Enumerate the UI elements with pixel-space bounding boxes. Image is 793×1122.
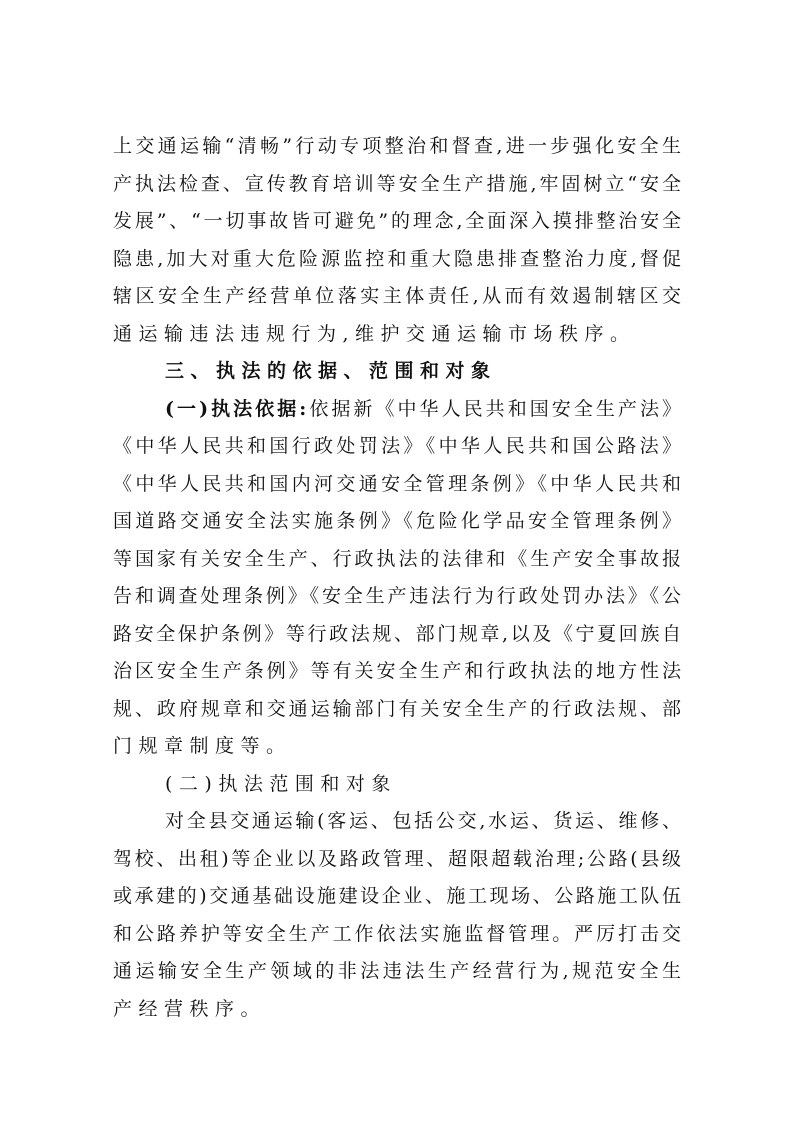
- text-line: [113, 391, 681, 429]
- text-line: 隐患,加大对重大危险源监控和重大隐患排查整治力度,督促: [113, 247, 681, 270]
- subsection-label: (一)执法依据:: [165, 397, 307, 420]
- text-line: 对全县交通运输(客运、包括公交,水运、货运、维修、: [165, 810, 681, 832]
- subsection-basis: [113, 391, 681, 766]
- text-line: 发展”、“一切事故皆可避免”的理念,全面深入摸排整治安全: [113, 210, 681, 232]
- text-span: 依据新《中华人民共和国安全生产法》: [306, 397, 681, 420]
- text-line: 产经营秩序。: [113, 997, 267, 1020]
- text-line: 或承建的)交通基础设施建设企业、施工现场、公路施工队伍: [113, 885, 681, 907]
- text-line: 辖区安全生产经营单位落实主体责任,从而有效遏制辖区交: [113, 285, 681, 307]
- text-line: 驾校、出租)等企业以及路政管理、超限超载治理;公路(县级: [113, 847, 681, 870]
- document-page: [113, 128, 681, 1028]
- subsection-scope: [113, 766, 681, 1029]
- text-line: 路安全保护条例》等行政法规、部门规章,以及《宁夏回族自: [113, 622, 681, 645]
- text-line: 《中华人民共和国行政处罚法》《中华人民共和国公路法》: [113, 435, 681, 457]
- text-line: 国道路交通安全法实施条例》《危险化学品安全管理条例》: [113, 510, 681, 532]
- subsection-heading: (二)执法范围和对象: [165, 772, 397, 795]
- text-line: 告和调查处理条例》《安全生产违法行为行政处罚办法》《公: [113, 585, 681, 607]
- text-line: 上交通运输“清畅”行动专项整治和督查,进一步强化安全生: [113, 135, 681, 157]
- text-line: 通运输安全生产领域的非法违法生产经营行为,规范安全生: [113, 960, 681, 982]
- text-line: 产执法检查、宣传教育培训等安全生产措施,牢固树立“安全: [113, 172, 681, 195]
- text-line: 和公路养护等安全生产工作依法实施监督管理。严厉打击交: [113, 922, 681, 945]
- text-line: 《中华人民共和国内河交通安全管理条例》《中华人民共和: [113, 472, 681, 495]
- text-line: 通运输违法违规行为,维护交通运输市场秩序。: [113, 322, 636, 345]
- paragraph-continuation: [113, 128, 681, 353]
- text-line: 治区安全生产条例》等有关安全生产和行政执法的地方性法: [113, 660, 681, 682]
- section-heading: 三、执法的依据、范围和对象: [165, 360, 497, 382]
- text-line: 等国家有关安全生产、行政执法的法律和《生产安全事故报: [113, 547, 681, 570]
- text-line: 规、政府规章和交通运输部门有关安全生产的行政法规、部: [113, 697, 681, 720]
- text-line: 门规章制度等。: [113, 735, 292, 757]
